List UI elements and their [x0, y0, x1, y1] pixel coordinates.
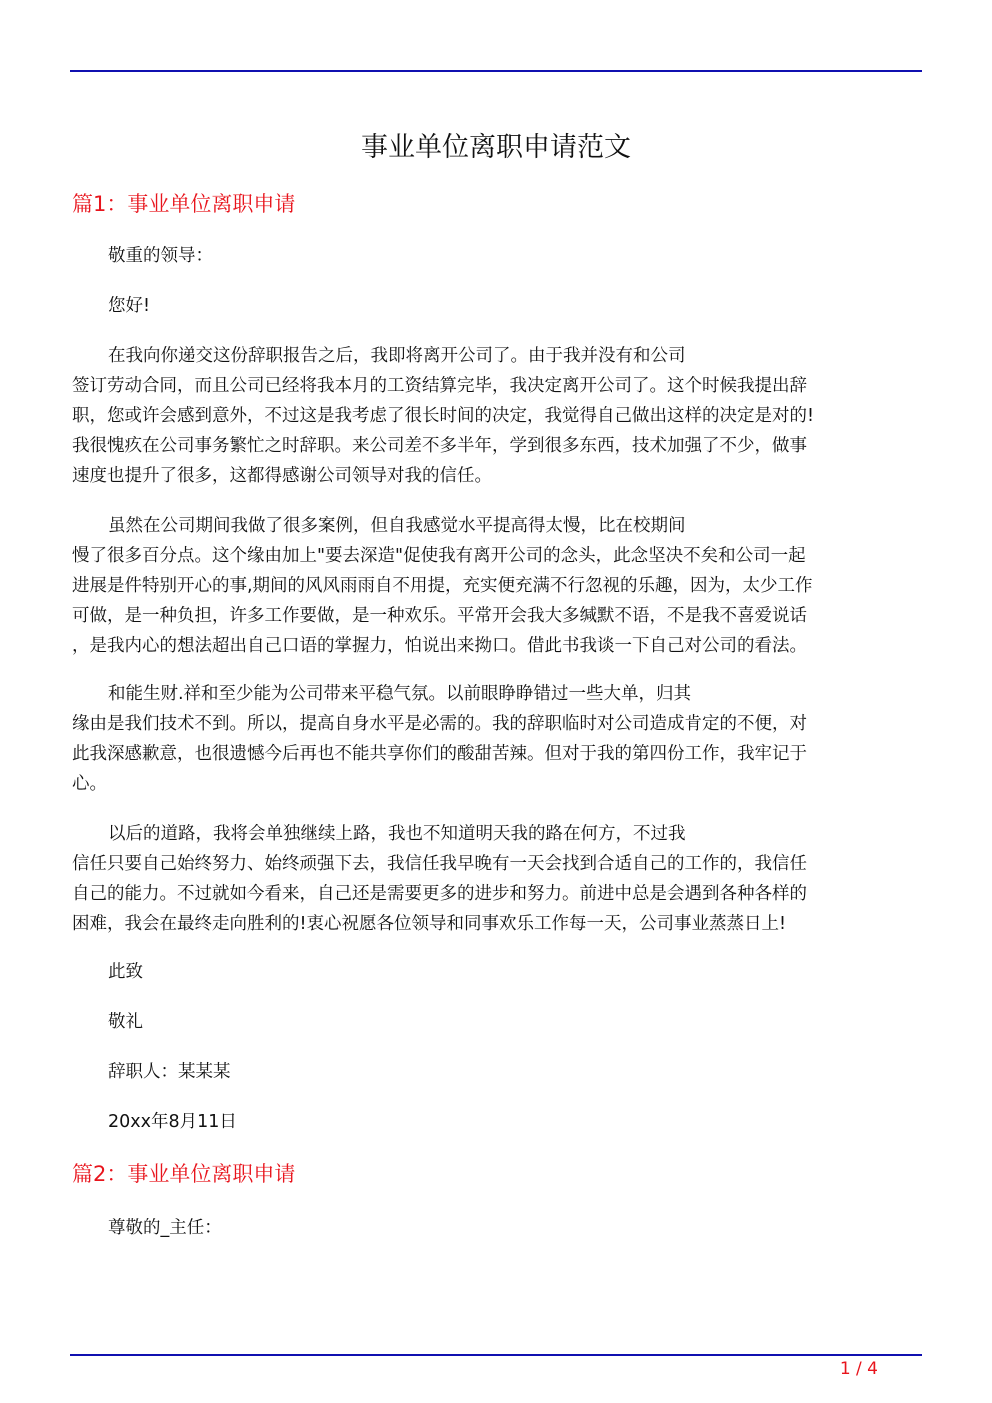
paragraph-line: 自己的能力。不过就如今看来，自己还是需要更多的进步和努力。前进中总是会遇到各种各样的: [72, 884, 807, 904]
paragraph-3: [72, 679, 914, 799]
paragraph-2: [72, 511, 914, 661]
paragraph-line: 困难，我会在最终走向胜利的!衷心祝愿各位领导和同事欢乐工作每一天，公司事业蒸蒸日上!: [72, 914, 787, 934]
regards: 敬礼: [108, 1012, 143, 1032]
signature: 辞职人：某某某: [108, 1062, 231, 1082]
paragraph-line: 缘由是我们技术不到。所以，提高自身水平是必需的。我的辞职临时对公司造成肯定的不便，对: [72, 714, 807, 734]
header-rule: [70, 70, 922, 72]
paragraph-line: 此我深感歉意，也很遗憾今后再也不能共享你们的酸甜苦辣。但对于我的第四份工作，我牢记于: [72, 744, 807, 764]
paragraph-line: ，是我内心的想法超出自己口语的掌握力，怕说出来拗口。借此书我谈一下自己对公司的看法。: [72, 636, 807, 656]
section-heading-2: 篇2：事业单位离职申请: [72, 1162, 296, 1186]
greeting: 您好!: [108, 296, 151, 316]
page-number: 1 / 4: [839, 1359, 878, 1379]
salutation: 敬重的领导：: [108, 246, 213, 266]
paragraph-line: 慢了很多百分点。这个缘由加上"要去深造"促使我有离开公司的念头，此念坚决不矣和公司一起: [72, 546, 806, 566]
section-heading-1: 篇1：事业单位离职申请: [72, 192, 296, 216]
salutation-2: 尊敬的_主任：: [108, 1218, 222, 1238]
paragraph-4: [72, 819, 914, 939]
paragraph-line: 可做，是一种负担，许多工作要做，是一种欢乐。平常开会我大多缄默不语，不是我不喜爱说话: [72, 606, 807, 626]
paragraph-line: 签订劳动合同，而且公司已经将我本月的工资结算完毕，我决定离开公司了。这个时候我提出辞: [72, 376, 807, 396]
date: 20xx年8月11日: [108, 1112, 237, 1132]
document-title: 事业单位离职申请范文: [361, 132, 631, 163]
closing: 此致: [108, 962, 143, 982]
paragraph-line: 心。: [72, 774, 107, 794]
footer-rule: [70, 1354, 922, 1356]
paragraph-line: 职，您或许会感到意外，不过这是我考虑了很长时间的决定，我觉得自己做出这样的决定是对的!: [72, 406, 815, 426]
paragraph-line: 速度也提升了很多，这都得感谢公司领导对我的信任。: [72, 466, 492, 486]
paragraph-1: [72, 341, 914, 491]
paragraph-line: 我很愧疚在公司事务繁忙之时辞职。来公司差不多半年，学到很多东西，技术加强了不少，做事: [72, 436, 807, 456]
paragraph-line: 和能生财.祥和至少能为公司带来平稳气氛。以前眼睁睁错过一些大单，归其: [108, 684, 692, 704]
paragraph-line: 以后的道路，我将会单独继续上路，我也不知道明天我的路在何方，不过我: [108, 824, 686, 844]
paragraph-line: 在我向你递交这份辞职报告之后，我即将离开公司了。由于我并没有和公司: [108, 346, 686, 366]
paragraph-line: 虽然在公司期间我做了很多案例，但自我感觉水平提高得太慢，比在校期间: [108, 516, 686, 536]
paragraph-line: 进展是件特别开心的事,期间的风风雨雨自不用提，充实便充满不行忽视的乐趣，因为，太少工作: [72, 576, 813, 596]
paragraph-line: 信任只要自己始终努力、始终顽强下去，我信任我早晚有一天会找到合适自己的工作的，我信任: [72, 854, 807, 874]
